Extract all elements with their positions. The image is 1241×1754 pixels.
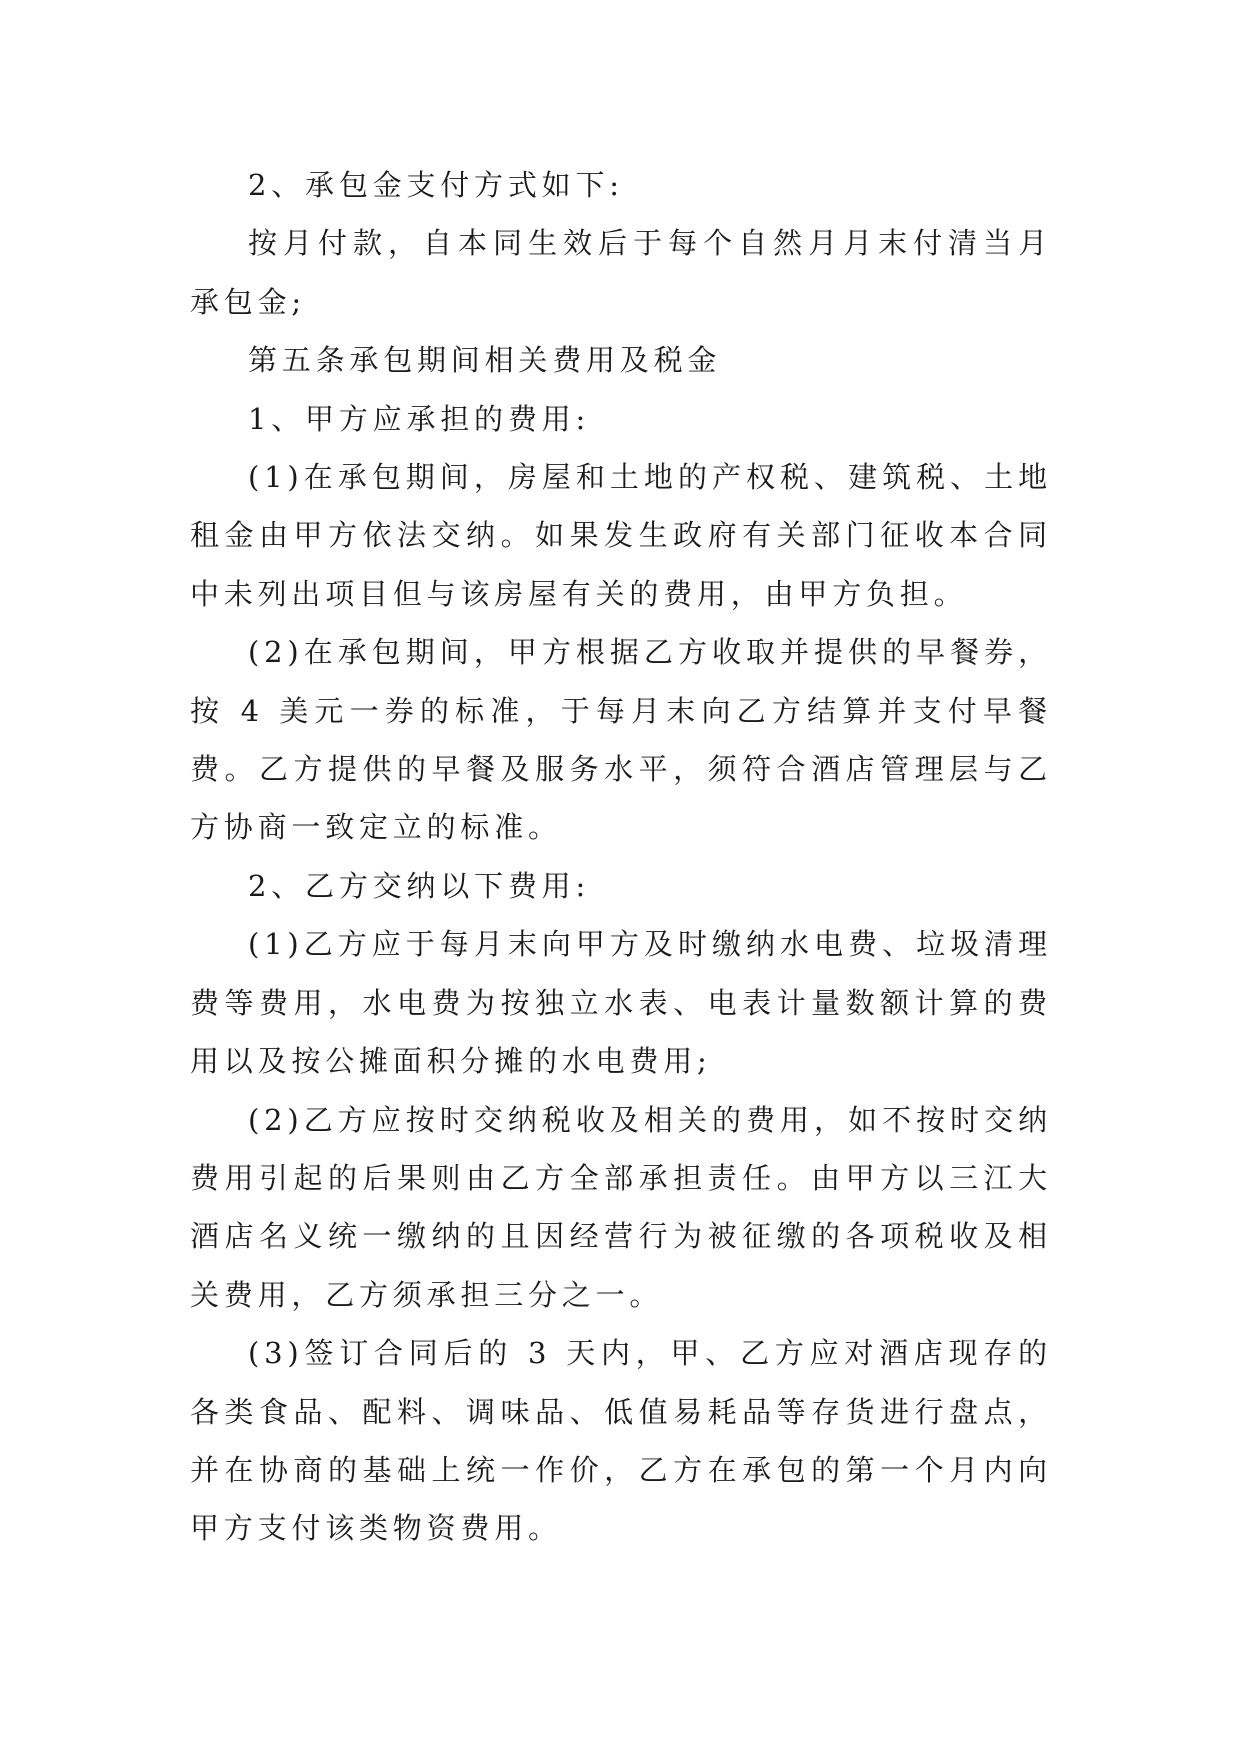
paragraph-party-b-fees-heading: 2、乙方交纳以下费用: [248,868,591,903]
paragraph-party-b-fee-3: (3)签订合同后的 3 天内，甲、乙方应对酒店现存的各类食品、配料、调味品、低值易耗品等存货进行盘点，并在协商的基础上统一作价，乙方在承包的第一个月内向甲方支付该类物资费用。 [190,1336,1052,1546]
paragraph-party-a-fees-heading: 1、甲方应承担的费用: [248,401,591,436]
paragraph-party-a-fee-2: (2)在承包期间，甲方根据乙方收取并提供的早餐券，按 4 美元一券的标准，于每月末向乙方结算并支付早餐费。乙方提供的早餐及服务水平，须符合酒店管理层与乙方协商一致定立的标准。 [190,635,1052,845]
paragraph-party-a-fee-1: (1)在承包期间，房屋和土地的产权税、建筑税、土地租金由甲方依法交纳。如果发生政府有关部门征收本合同中未列出项目但与该房屋有关的费用，由甲方负担。 [190,460,1052,611]
paragraph-monthly-payment: 按月付款，自本同生效后于每个自然月月末付清当月承包金; [190,226,1052,319]
paragraph-party-b-fee-2: (2)乙方应按时交纳税收及相关的费用，如不按时交纳费用引起的后果则由乙方全部承担责任。由甲方以三江大酒店名义统一缴纳的且因经营行为被征缴的各项税收及相关费用，乙方须承担三分之一。 [190,1102,1052,1312]
section-heading-article-5: 第五条承包期间相关费用及税金 [248,343,722,378]
document-body [190,156,1052,1558]
paragraph-payment-method: 2、承包金支付方式如下: [248,168,624,202]
paragraph-party-b-fee-1: (1)乙方应于每月末向甲方及时缴纳水电费、垃圾清理费等费用，水电费为按独立水表、电表计量数额计算的费用以及按公摊面积分摊的水电费用; [190,927,1052,1079]
